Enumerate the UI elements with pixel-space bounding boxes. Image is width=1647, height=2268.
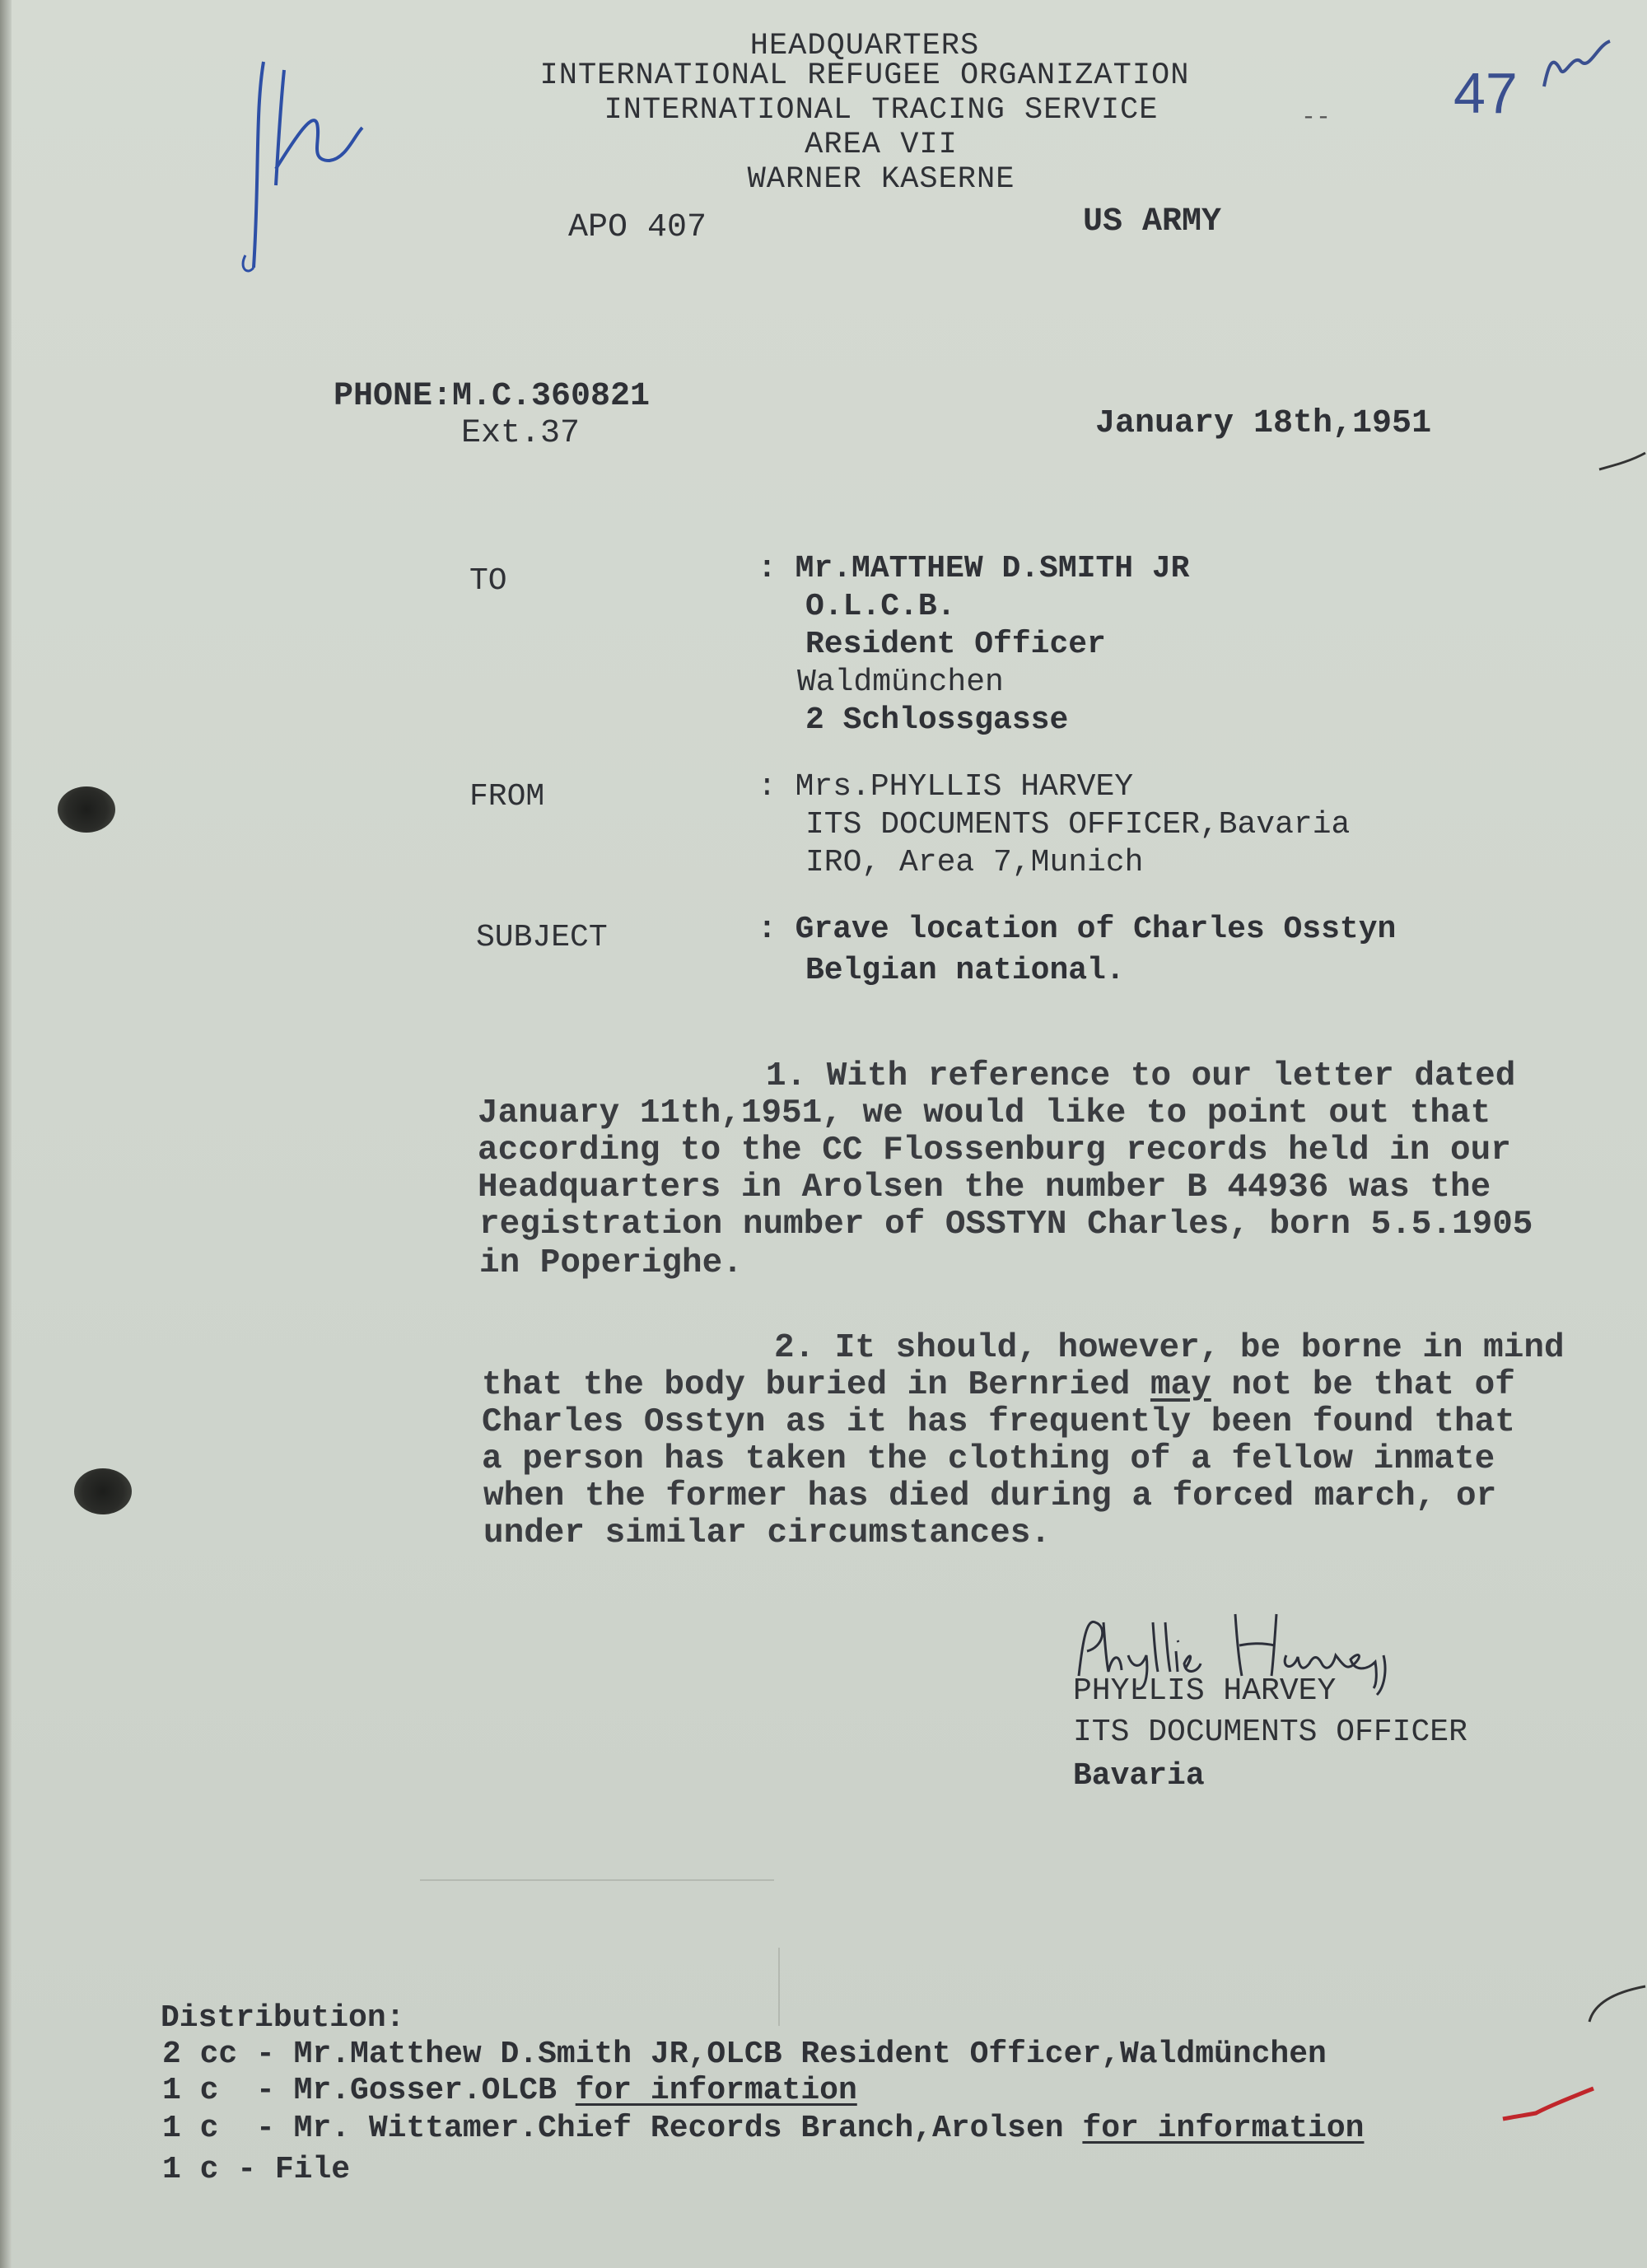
red-check-mark xyxy=(1499,2082,1598,2131)
emphasis-may: may xyxy=(1150,1366,1211,1404)
paragraph-2-line-2-start: that the body buried in Bernried xyxy=(482,1366,1150,1404)
signatory-title: ITS DOCUMENTS OFFICER xyxy=(1073,1715,1467,1750)
phone-extension: Ext.37 xyxy=(461,415,581,452)
distribution-note: for information xyxy=(1082,2111,1365,2146)
subject-line-1: : Grave location of Charles Osstyn xyxy=(758,912,1397,947)
to-line-5: 2 Schlossgasse xyxy=(805,702,1069,738)
letterhead-line-4: AREA VII xyxy=(805,128,958,162)
from-line-2: ITS DOCUMENTS OFFICER,Bavaria xyxy=(805,807,1351,842)
distribution-row-4 xyxy=(162,2154,350,2186)
paragraph-2-line-1: 2. It should, however, be borne in mind xyxy=(774,1329,1565,1367)
paragraph-2-line-6: under similar circumstances. xyxy=(483,1514,1051,1552)
faint-stamp-bar xyxy=(778,1948,780,2026)
distribution-recipient: Mr. Wittamer.Chief Records Branch,Arolsen xyxy=(293,2111,1083,2146)
punch-hole-top xyxy=(58,786,115,833)
distribution-row-1 xyxy=(162,2039,1327,2070)
distribution-count: 1 c - xyxy=(162,2152,257,2187)
distribution-note: for information xyxy=(575,2073,857,2108)
subject-label: SUBJECT xyxy=(476,920,608,955)
dash-mark: -- xyxy=(1301,104,1332,132)
distribution-row-3 xyxy=(162,2113,1364,2144)
letterhead-army: US ARMY xyxy=(1083,203,1222,240)
paper-edge xyxy=(0,0,12,2268)
letterhead-apo: APO 407 xyxy=(568,209,707,246)
distribution-label: Distribution: xyxy=(161,2000,405,2036)
paragraph-1-line-3: according to the CC Flossenburg records held in our xyxy=(478,1132,1511,1169)
paragraph-2-line-2-end: not be that of xyxy=(1211,1366,1515,1404)
paragraph-2-line-5: when the former has died during a forced march, or xyxy=(483,1477,1497,1515)
subject-line-2: Belgian national. xyxy=(805,953,1125,988)
to-label: TO xyxy=(469,563,507,599)
page-number: 47 xyxy=(1453,61,1518,125)
distribution-count: 1 c - xyxy=(162,2073,275,2108)
paragraph-1-line-2: January 11th,1951, we would like to point out that xyxy=(478,1094,1491,1132)
margin-mark-right-lower xyxy=(1585,1976,1647,2026)
paragraph-1-line-1: 1. With reference to our letter dated xyxy=(766,1057,1516,1095)
paragraph-1-line-4: Headquarters in Arolsen the number B 44936 was the xyxy=(478,1169,1491,1206)
paragraph-1-line-5: registration number of OSSTYN Charles, born 5.5.1905 xyxy=(479,1206,1533,1244)
to-line-1: : Mr.MATTHEW D.SMITH JR xyxy=(758,551,1190,586)
letterhead-line-1: HEADQUARTERS xyxy=(749,29,980,63)
paragraph-2-line-4: a person has taken the clothing of a fellow inmate xyxy=(482,1440,1495,1478)
punch-hole-bottom xyxy=(74,1468,132,1514)
to-line-4: Waldmünchen xyxy=(797,665,1004,700)
from-line-1: : Mrs.PHYLLIS HARVEY xyxy=(758,769,1134,805)
letterhead-line-3: INTERNATIONAL TRACING SERVICE xyxy=(604,93,1159,128)
distribution-recipient: Mr.Gosser.OLCB xyxy=(293,2073,576,2108)
distribution-count: 1 c - xyxy=(162,2111,275,2146)
distribution-count: 2 cc - xyxy=(162,2037,275,2072)
letterhead-line-5: WARNER KASERNE xyxy=(747,162,1015,197)
distribution-row-2 xyxy=(162,2075,857,2107)
paragraph-2-line-2 xyxy=(482,1367,1515,1404)
from-label: FROM xyxy=(469,779,545,814)
distribution-recipient: File xyxy=(274,2152,351,2187)
to-line-3: Resident Officer xyxy=(805,627,1106,662)
letter-date: January 18th,1951 xyxy=(1095,405,1432,442)
distribution-recipient: Mr.Matthew D.Smith JR,OLCB Resident Officer,Waldmünchen xyxy=(293,2037,1327,2072)
signatory-region: Bavaria xyxy=(1073,1758,1205,1794)
letterhead-line-2: INTERNATIONAL REFUGEE ORGANIZATION xyxy=(539,58,1190,93)
from-line-3: IRO, Area 7,Munich xyxy=(805,845,1144,880)
handwritten-initials xyxy=(239,45,379,284)
faint-rule xyxy=(420,1879,774,1881)
margin-mark-right xyxy=(1598,449,1647,474)
to-line-2: O.L.C.B. xyxy=(805,589,956,624)
paragraph-2-line-3: Charles Osstyn as it has frequently been found that xyxy=(482,1403,1515,1441)
red-initial-mark xyxy=(1540,37,1614,95)
paragraph-1-line-6: in Poperighe. xyxy=(479,1244,743,1282)
signatory-name: PHYLLIS HARVEY xyxy=(1073,1673,1337,1709)
phone-number: PHONE:M.C.360821 xyxy=(334,378,651,415)
